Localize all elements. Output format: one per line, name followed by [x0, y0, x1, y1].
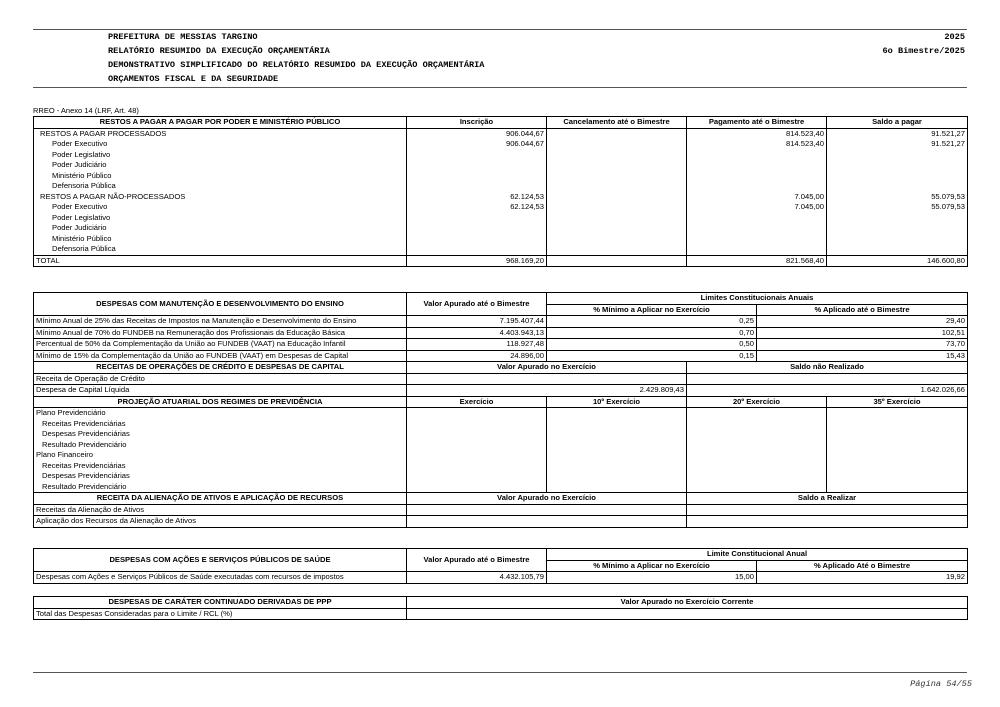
cell-value: 906.044,67	[407, 128, 547, 139]
col-header: PROJEÇÃO ATUARIAL DOS REGIMES DE PREVIDÊNCIA	[34, 396, 407, 408]
cell-value	[407, 504, 687, 516]
ensino-table	[33, 292, 968, 528]
row-label: Receitas Previdenciárias	[34, 461, 407, 472]
col-header: Limites Constitucionais Anuais	[547, 293, 968, 305]
col-header: RESTOS A PAGAR A PAGAR POR PODER E MINISTÉRIO PÚBLICO	[34, 117, 407, 129]
cell-value: 91.521,27	[827, 128, 968, 139]
cell-value: 73,70	[757, 339, 968, 351]
row-label: Aplicação dos Recursos da Alienação de Ativos	[34, 516, 407, 528]
col-header: Saldo a pagar	[827, 117, 968, 129]
cell-value: 102,51	[757, 327, 968, 339]
cell-value: 0,15	[547, 350, 757, 362]
cell-value: 7.045,00	[687, 202, 827, 213]
cell-value	[827, 429, 968, 440]
table-row	[34, 350, 968, 362]
cell-value	[547, 429, 687, 440]
header-top-rule	[33, 29, 967, 30]
cell-value	[407, 171, 547, 182]
cell-value: 0,70	[547, 327, 757, 339]
cell-value	[407, 213, 547, 224]
col-header: % Mínimo a Aplicar no Exercício	[547, 560, 757, 572]
col-header: Valor Apurado até o Bimestre	[407, 293, 547, 316]
header-municipality: PREFEITURA DE MESSIAS TARGINO	[108, 32, 258, 42]
cell-value: 15,43	[757, 350, 968, 362]
cell-value: 7.195.407,44	[407, 316, 547, 328]
cell-value	[687, 171, 827, 182]
cell-value	[407, 461, 547, 472]
cell-value	[687, 450, 827, 461]
cell-value	[827, 408, 968, 419]
row-label: Resultado Previdenciário	[34, 482, 407, 493]
footer-rule	[33, 672, 967, 673]
cell-value	[547, 255, 687, 267]
table-row	[34, 316, 968, 328]
col-header: % Aplicado Até o Bimestre	[757, 560, 968, 572]
col-header: Valor Apurado no Exercício	[407, 362, 687, 374]
cell-value: 146.600,80	[827, 255, 968, 267]
table-row	[34, 171, 968, 182]
col-header: % Aplicado até o Bimestre	[757, 304, 968, 316]
col-header: 35º Exercício	[827, 396, 968, 408]
col-header: 20º Exercício	[687, 396, 827, 408]
row-label: Despesas Previdenciárias	[34, 429, 407, 440]
table-row	[34, 482, 968, 493]
table-row	[34, 128, 968, 139]
table-row	[34, 373, 968, 385]
row-label: Mínimo Anual de 70% do FUNDEB na Remuneração dos Profissionais da Educação Básica	[34, 327, 407, 339]
cell-value: 0,25	[547, 316, 757, 328]
page-number: Página 54/55	[910, 679, 972, 689]
cell-value: 1.642.026,66	[687, 385, 968, 397]
cell-value	[407, 160, 547, 171]
cell-value	[827, 440, 968, 451]
col-header: % Mínimo a Aplicar no Exercício	[547, 304, 757, 316]
cell-value: 814.523,40	[687, 128, 827, 139]
table-header-row	[34, 293, 968, 305]
table-header-row	[34, 396, 968, 408]
row-label: Receitas Previdenciárias	[34, 419, 407, 430]
cell-value	[407, 244, 547, 255]
cell-value	[547, 471, 687, 482]
row-label: Poder Judiciário	[34, 223, 407, 234]
row-label: Despesas com Ações e Serviços Públicos de Saúde executadas com recursos de impostos	[34, 572, 407, 584]
col-header: RECEITAS DE OPERAÇÕES DE CRÉDITO E DESPESAS DE CAPITAL	[34, 362, 407, 374]
cell-value	[547, 181, 687, 192]
table-row	[34, 244, 968, 255]
col-header: Pagamento até o Bimestre	[687, 117, 827, 129]
cell-value: 62.124,53	[407, 192, 547, 203]
cell-value	[407, 516, 687, 528]
cell-value	[547, 213, 687, 224]
row-label: Resultado Previdenciário	[34, 440, 407, 451]
cell-value	[407, 181, 547, 192]
cell-value	[687, 516, 968, 528]
row-label: Mínimo Anual de 25% das Receitas de Impostos na Manutenção e Desenvolvimento do Ensino	[34, 316, 407, 328]
row-label: Despesas Previdenciárias	[34, 471, 407, 482]
table-row	[34, 202, 968, 213]
cell-value	[407, 373, 687, 385]
row-label: Receitas da Alienação de Ativos	[34, 504, 407, 516]
cell-value: 2.429.809,43	[407, 385, 687, 397]
cell-value	[687, 461, 827, 472]
header-period: 6o Bimestre/2025	[882, 46, 965, 56]
cell-value	[827, 223, 968, 234]
table-header-row	[34, 493, 968, 505]
cell-value	[687, 150, 827, 161]
cell-value: 4.432.105,79	[407, 572, 547, 584]
row-label: TOTAL	[34, 255, 407, 267]
cell-value	[827, 160, 968, 171]
row-label: Defensoria Pública	[34, 181, 407, 192]
table-row	[34, 440, 968, 451]
cell-value	[547, 482, 687, 493]
cell-value	[687, 244, 827, 255]
cell-value	[687, 213, 827, 224]
header-report-subtitle: DEMONSTRATIVO SIMPLIFICADO DO RELATÓRIO RESUMIDO DA EXECUÇÃO ORÇAMENTÁRIA	[108, 60, 485, 70]
cell-value	[547, 192, 687, 203]
cell-value	[547, 408, 687, 419]
col-header: Valor Apurado até o Bimestre	[407, 549, 547, 572]
saude-table	[33, 548, 968, 584]
cell-value: 814.523,40	[687, 139, 827, 150]
table-row	[34, 213, 968, 224]
header-report-title: RELATÓRIO RESUMIDO DA EXECUÇÃO ORÇAMENTÁRIA	[108, 46, 330, 56]
cell-value	[547, 223, 687, 234]
cell-value	[407, 419, 547, 430]
table-row	[34, 192, 968, 203]
cell-value: 55.079,53	[827, 192, 968, 203]
cell-value	[407, 429, 547, 440]
cell-value	[547, 160, 687, 171]
cell-value	[407, 450, 547, 461]
table-row	[34, 504, 968, 516]
cell-value	[407, 408, 547, 419]
cell-value	[687, 419, 827, 430]
col-header: RECEITA DA ALIENAÇÃO DE ATIVOS E APLICAÇÃO DE RECURSOS	[34, 493, 407, 505]
row-label: Percentual de 50% da Complementação da União ao FUNDEB (VAAT) na Educação Infantil	[34, 339, 407, 351]
row-label: Ministério Público	[34, 171, 407, 182]
col-header: Cancelamento até o Bimestre	[547, 117, 687, 129]
cell-value: 821.568,40	[687, 255, 827, 267]
col-header: Exercício	[407, 396, 547, 408]
cell-value	[547, 244, 687, 255]
cell-value: 62.124,53	[407, 202, 547, 213]
table-row	[34, 572, 968, 584]
cell-value	[827, 234, 968, 245]
table-row	[34, 429, 968, 440]
cell-value	[407, 482, 547, 493]
cell-value	[827, 244, 968, 255]
row-label: Despesa de Capital Líquida	[34, 385, 407, 397]
cell-value	[687, 482, 827, 493]
cell-value	[547, 461, 687, 472]
col-header: DESPESAS COM MANUTENÇÃO E DESENVOLVIMENTO DO ENSINO	[34, 293, 407, 316]
table-row	[34, 181, 968, 192]
row-label: RESTOS A PAGAR PROCESSADOS	[34, 128, 407, 139]
col-header: DESPESAS COM AÇÕES E SERVIÇOS PÚBLICOS DE SAÚDE	[34, 549, 407, 572]
col-header: DESPESAS DE CARÁTER CONTINUADO DERIVADAS DE PPP	[34, 597, 407, 609]
cell-value	[547, 450, 687, 461]
table-header-row	[34, 362, 968, 374]
cell-value: 24.896,00	[407, 350, 547, 362]
annex-reference: RREO - Anexo 14 (LRF, Art. 48)	[33, 106, 139, 115]
cell-value: 968.169,20	[407, 255, 547, 267]
cell-value	[827, 471, 968, 482]
cell-value	[407, 440, 547, 451]
cell-value	[687, 223, 827, 234]
cell-value: 29,40	[757, 316, 968, 328]
table-row	[34, 327, 968, 339]
cell-value	[547, 171, 687, 182]
cell-value: 91.521,27	[827, 139, 968, 150]
cell-value	[827, 181, 968, 192]
header-budget-scope: ORÇAMENTOS FISCAL E DA SEGURIDADE	[108, 74, 279, 84]
row-label: Total das Despesas Consideradas para o Limite / RCL (%)	[34, 608, 407, 620]
cell-value	[827, 213, 968, 224]
cell-value	[687, 160, 827, 171]
cell-value	[547, 150, 687, 161]
cell-value: 118.927,48	[407, 339, 547, 351]
table-row	[34, 223, 968, 234]
table-row	[34, 516, 968, 528]
restos-a-pagar-table	[33, 116, 968, 267]
row-label: Poder Judiciário	[34, 160, 407, 171]
table-row	[34, 471, 968, 482]
row-label: Poder Legislativo	[34, 150, 407, 161]
table-header-row	[34, 117, 968, 129]
cell-value	[827, 171, 968, 182]
col-header: Valor Apurado no Exercício	[407, 493, 687, 505]
cell-value	[687, 429, 827, 440]
table-row-total	[34, 255, 968, 267]
row-label: Plano Previdenciário	[34, 408, 407, 419]
row-label: Poder Executivo	[34, 202, 407, 213]
cell-value	[687, 373, 968, 385]
cell-value	[407, 608, 968, 620]
cell-value	[827, 450, 968, 461]
cell-value: 19,92	[757, 572, 968, 584]
col-header: Inscrição	[407, 117, 547, 129]
row-label: Poder Legislativo	[34, 213, 407, 224]
header-bottom-rule	[33, 87, 967, 88]
ppp-table	[33, 596, 968, 620]
table-row	[34, 408, 968, 419]
cell-value	[687, 471, 827, 482]
cell-value	[547, 202, 687, 213]
cell-value	[827, 419, 968, 430]
cell-value: 0,50	[547, 339, 757, 351]
cell-value: 7.045,00	[687, 192, 827, 203]
cell-value	[407, 150, 547, 161]
table-row	[34, 461, 968, 472]
cell-value	[547, 440, 687, 451]
table-header-row	[34, 549, 968, 561]
col-header: Valor Apurado no Exercício Corrente	[407, 597, 968, 609]
cell-value	[827, 482, 968, 493]
table-row	[34, 160, 968, 171]
row-label: Receita de Operação de Crédito	[34, 373, 407, 385]
cell-value	[687, 408, 827, 419]
table-row	[34, 339, 968, 351]
cell-value: 15,00	[547, 572, 757, 584]
table-row	[34, 150, 968, 161]
row-label: Plano Financeiro	[34, 450, 407, 461]
row-label: Mínimo de 15% da Complementação da União ao FUNDEB (VAAT) em Despesas de Capital	[34, 350, 407, 362]
table-row	[34, 139, 968, 150]
header-year: 2025	[944, 32, 965, 42]
cell-value: 55.079,53	[827, 202, 968, 213]
table-row	[34, 385, 968, 397]
cell-value	[827, 150, 968, 161]
cell-value	[687, 504, 968, 516]
table-row	[34, 419, 968, 430]
table-row	[34, 234, 968, 245]
cell-value	[407, 471, 547, 482]
row-label: Poder Executivo	[34, 139, 407, 150]
cell-value	[547, 139, 687, 150]
cell-value: 906.044,67	[407, 139, 547, 150]
col-header: 10º Exercício	[547, 396, 687, 408]
col-header: Limite Constitucional Anual	[547, 549, 968, 561]
cell-value	[407, 234, 547, 245]
row-label: Defensoria Pública	[34, 244, 407, 255]
cell-value	[547, 128, 687, 139]
table-row	[34, 450, 968, 461]
table-row	[34, 608, 968, 620]
cell-value	[407, 223, 547, 234]
table-header-row	[34, 597, 968, 609]
cell-value	[827, 461, 968, 472]
cell-value: 4.403.943,13	[407, 327, 547, 339]
col-header: Saldo a Realizar	[687, 493, 968, 505]
cell-value	[547, 419, 687, 430]
col-header: Saldo não Realizado	[687, 362, 968, 374]
cell-value	[547, 234, 687, 245]
row-label: Ministério Público	[34, 234, 407, 245]
cell-value	[687, 234, 827, 245]
row-label: RESTOS A PAGAR NÃO-PROCESSADOS	[34, 192, 407, 203]
cell-value	[687, 181, 827, 192]
cell-value	[687, 440, 827, 451]
